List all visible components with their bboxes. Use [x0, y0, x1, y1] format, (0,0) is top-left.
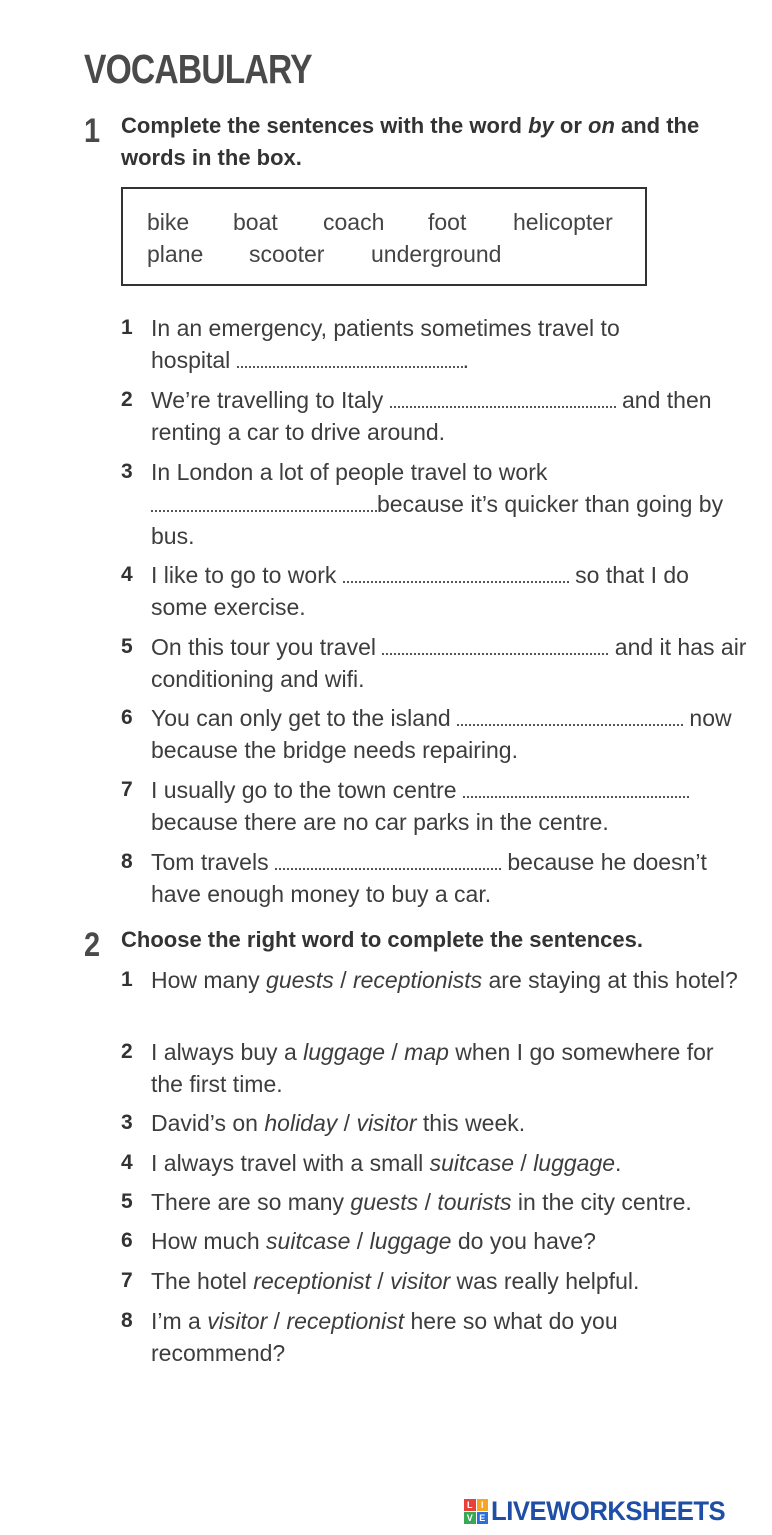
ex1-item-8: 8 Tom travels because he doesn’t have enough money to buy a car. [121, 849, 707, 907]
answer-blank[interactable] [343, 561, 569, 583]
exercise-1-number: 1 [84, 112, 101, 150]
ex1-item-1: 1 In an emergency, patients sometimes travel to hospital . [121, 315, 620, 373]
ex2-item-2: 2 I always buy a luggage / map when I go somewhere for the first time. [121, 1039, 714, 1097]
answer-blank[interactable] [463, 776, 689, 798]
answer-blank[interactable] [457, 704, 683, 726]
exercise-2-instruction: Choose the right word to complete the sentences. [121, 927, 643, 952]
ex2-item-6: 6 How much suitcase / luggage do you have? [121, 1228, 596, 1254]
word-bike: bike [147, 209, 190, 235]
ex2-item-1: 1 How many guests / receptionists are staying at this hotel? [121, 967, 738, 993]
option-1[interactable]: guests [350, 1189, 419, 1215]
option-2[interactable]: tourists [437, 1189, 512, 1215]
answer-blank[interactable] [275, 848, 501, 870]
word-scooter: scooter [249, 241, 325, 267]
option-1[interactable]: suitcase [429, 1150, 515, 1176]
liveworksheets-logo-icon: L I V E [464, 1499, 488, 1523]
word-boat: boat [233, 209, 278, 235]
answer-blank[interactable] [237, 346, 463, 368]
option-1[interactable]: receptionist [253, 1268, 371, 1294]
answer-blank[interactable] [151, 490, 377, 512]
page-title: VOCABULARY [84, 46, 312, 92]
word-plane: plane [147, 241, 204, 267]
option-2[interactable]: luggage [369, 1228, 452, 1254]
ex1-item-5: 5 On this tour you travel and it has air conditioning and wifi. [121, 634, 747, 692]
ex1-item-6: 6 You can only get to the island now because the bridge needs repairing. [121, 705, 732, 763]
ex2-item-5: 5 There are so many guests / tourists in the city centre. [121, 1189, 692, 1215]
option-1[interactable]: luggage [303, 1039, 385, 1065]
ex2-item-4: 4 I always travel with a small suitcase / luggage. [121, 1150, 622, 1176]
option-2[interactable]: receptionists [352, 967, 483, 993]
word-foot: foot [428, 209, 467, 235]
word-helicopter: helicopter [513, 209, 613, 235]
answer-blank[interactable] [390, 386, 616, 408]
word-box [121, 187, 647, 286]
option-1[interactable]: guests [266, 967, 334, 993]
word-coach: coach [323, 209, 385, 235]
option-2[interactable]: visitor [390, 1268, 451, 1294]
exercise-1-instruction: Complete the sentences with the word by or on and the words in the box. [121, 113, 700, 170]
option-2[interactable]: visitor [356, 1110, 417, 1136]
ex1-item-7: 7 I usually go to the town centre because there are no car parks in the centre. [121, 774, 751, 838]
ex2-item-8: 8 I’m a visitor / receptionist here so what do you recommend? [121, 1308, 618, 1366]
ex1-item-3: 3 In London a lot of people travel to work because it’s quicker than going by bus. [121, 459, 724, 549]
ex2-item-3: 3 David’s on holiday / visitor this week. [121, 1110, 526, 1136]
option-2[interactable]: map [404, 1039, 449, 1065]
word-underground: underground [371, 241, 502, 267]
ex2-item-7: 7 The hotel receptionist / visitor was really helpful. [121, 1268, 640, 1294]
option-2[interactable]: receptionist [286, 1308, 405, 1334]
answer-blank[interactable] [382, 633, 608, 655]
option-1[interactable]: holiday [264, 1110, 338, 1136]
ex1-item-4: 4 I like to go to work so that I do some exercise. [121, 562, 689, 620]
exercise-2-number: 2 [84, 926, 101, 964]
option-2[interactable]: luggage [533, 1150, 616, 1176]
logo-text: LIVEWORKSHEETS [491, 1495, 726, 1526]
liveworksheets-logo [464, 1494, 738, 1528]
ex1-item-2: 2 We’re travelling to Italy and then renting a car to drive around. [121, 387, 712, 445]
option-1[interactable]: visitor [207, 1308, 268, 1334]
option-1[interactable]: suitcase [266, 1228, 351, 1254]
